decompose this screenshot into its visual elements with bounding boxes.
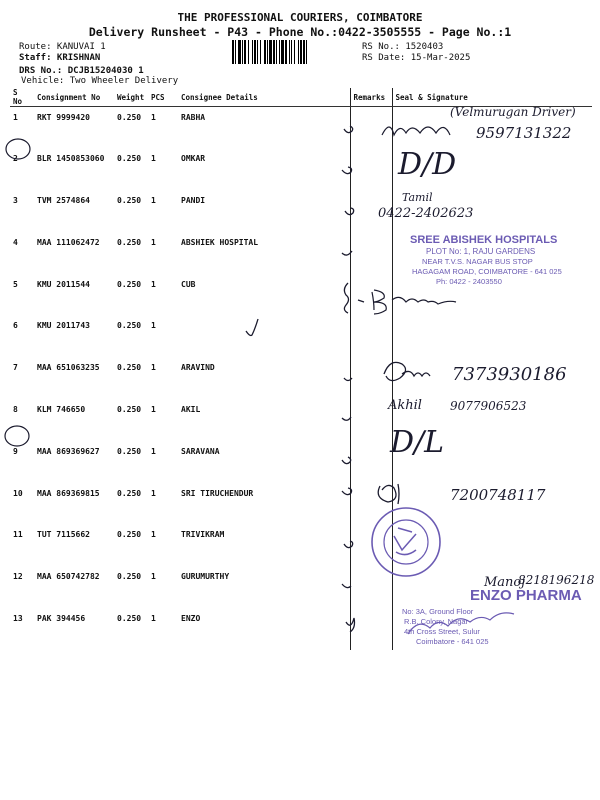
cell-weight: 0.250 xyxy=(117,488,142,498)
cell-remarks xyxy=(350,399,392,441)
cell-remarks xyxy=(350,274,392,316)
cell-consignee: ABSHIEK HOSPITAL xyxy=(181,237,259,247)
table-row xyxy=(10,441,592,483)
cell-weight: 0.250 xyxy=(117,321,142,331)
r3-phone: 0422-2402623 xyxy=(378,206,474,221)
cell-weight: 0.250 xyxy=(117,113,142,122)
cell-signature xyxy=(392,357,592,399)
cell-consignee: OMKAR xyxy=(181,154,206,164)
col-header-remarks: Remarks xyxy=(350,88,392,107)
table-row xyxy=(10,148,592,190)
cell-sno: 5 xyxy=(13,279,18,289)
runsheet-table xyxy=(10,88,592,650)
cell-signature xyxy=(392,107,592,149)
rs-date: RS Date: 15-Mar-2025 xyxy=(362,53,471,63)
cell-sno: 1 xyxy=(13,113,18,122)
cell-sno: 3 xyxy=(13,196,18,206)
cell-sno: 11 xyxy=(13,530,23,540)
col-header-pcs: PCS xyxy=(148,88,178,107)
staff-label: Staff: KRISHNAN xyxy=(19,53,101,63)
cell-remarks xyxy=(350,524,392,566)
cell-sno: 7 xyxy=(13,363,18,373)
col-header-consignee: Consignee Details xyxy=(178,88,350,107)
enzo-stamp-line4: Coimbatore - 641 025 xyxy=(416,637,489,646)
cell-remarks xyxy=(350,107,392,149)
enzo-stamp-line1: No: 3A, Ground Floor xyxy=(402,607,474,616)
table-header-row xyxy=(10,88,592,107)
cell-signature xyxy=(392,190,592,232)
cell-signature xyxy=(392,274,592,316)
cell-pcs: 1 xyxy=(151,363,156,373)
cell-pcs: 1 xyxy=(151,572,156,582)
cell-consignment: MAA 651063235 xyxy=(37,363,100,373)
barcode xyxy=(232,40,354,64)
r8-phone: 9077906523 xyxy=(450,399,527,413)
cell-consignment: PAK 394456 xyxy=(37,614,86,624)
table-row xyxy=(10,483,592,525)
table-row xyxy=(10,608,592,650)
hospital-stamp-line1: PLOT No: 1, RAJU GARDENS xyxy=(426,247,536,256)
cell-pcs: 1 xyxy=(151,614,156,624)
cell-weight: 0.250 xyxy=(117,530,142,540)
r9-dl: D/L xyxy=(390,425,445,460)
table-row xyxy=(10,274,592,316)
cell-consignment: BLR 1450853060 xyxy=(37,154,105,164)
cell-signature xyxy=(392,566,592,608)
cell-consignee: PANDI xyxy=(181,196,206,206)
cell-consignment: KLM 746650 xyxy=(37,405,86,415)
cell-pcs: 1 xyxy=(151,237,156,247)
cell-consignee: GURUMURTHY xyxy=(181,572,230,582)
r12-phone: 8218196218 xyxy=(518,573,595,587)
route-label: Route: KANUVAI 1 xyxy=(19,42,106,52)
cell-weight: 0.250 xyxy=(117,154,142,164)
barcode-bar xyxy=(307,40,310,64)
table-row xyxy=(10,232,592,274)
cell-sno: 8 xyxy=(13,405,18,415)
cell-signature xyxy=(392,441,592,483)
enzo-stamp-line3: 4th Cross Street, Sulur xyxy=(404,627,480,636)
cell-pcs: 1 xyxy=(151,154,156,164)
cell-remarks xyxy=(350,148,392,190)
cell-weight: 0.250 xyxy=(117,614,142,624)
cell-consignee: RABHA xyxy=(181,113,206,122)
cell-weight: 0.250 xyxy=(117,196,142,206)
cell-consignee: TRIVIKRAM xyxy=(181,530,225,540)
drs-label: DRS No.: DCJB15204030 1 xyxy=(19,66,144,76)
cell-remarks xyxy=(350,566,392,608)
col-header-signature: Seal & Signature xyxy=(392,88,592,107)
cell-sno: 12 xyxy=(13,572,23,582)
enzo-stamp-name: ENZO PHARMA xyxy=(470,587,582,604)
cell-pcs: 1 xyxy=(151,446,156,456)
cell-consignment: MAA 869369627 xyxy=(37,446,100,456)
r12-name: Manoj xyxy=(484,575,526,590)
cell-pcs: 1 xyxy=(151,113,156,122)
cell-sno: 2 xyxy=(13,154,18,164)
cell-sno: 13 xyxy=(13,614,23,624)
r7-phone: 7373930186 xyxy=(452,364,567,385)
runsheet-subtitle: Delivery Runsheet - P43 - Phone No.:0422-3505555 - Page No.:1 xyxy=(88,25,512,39)
cell-remarks xyxy=(350,190,392,232)
hospital-stamp-line3: HAGAGAM ROAD, COIMBATORE - 641 025 xyxy=(412,267,562,276)
hospital-stamp-line4: Ph: 0422 - 2403550 xyxy=(436,277,502,286)
enzo-stamp-line2: R.B. Colony, Nagar xyxy=(404,617,469,626)
r3-name: Tamil xyxy=(402,191,433,204)
cell-weight: 0.250 xyxy=(117,237,142,247)
table-row xyxy=(10,399,592,441)
table-row xyxy=(10,315,592,357)
cell-sno: 4 xyxy=(13,237,18,247)
cell-remarks xyxy=(350,315,392,357)
table-row xyxy=(10,190,592,232)
cell-consignee: SRI TIRUCHENDUR xyxy=(181,488,254,498)
table-row xyxy=(10,357,592,399)
cell-remarks xyxy=(350,357,392,399)
hospital-stamp-name: SREE ABISHEK HOSPITALS xyxy=(410,234,558,246)
col-header-consignment: Consignment No xyxy=(34,88,114,107)
cell-weight: 0.250 xyxy=(117,405,142,415)
cell-signature xyxy=(392,232,592,274)
cell-consignment: MAA 650742782 xyxy=(37,572,100,582)
r10-phone: 7200748117 xyxy=(450,486,546,504)
cell-consignment: TUT 7115662 xyxy=(37,530,90,540)
col-header-weight: Weight xyxy=(114,88,148,107)
cell-remarks xyxy=(350,608,392,650)
cell-consignment: KMU 2011544 xyxy=(37,279,90,289)
vehicle-label: Vehicle: Two Wheeler Delivery xyxy=(21,76,179,86)
cell-signature xyxy=(392,608,592,650)
table-row xyxy=(10,524,592,566)
rs-number: RS No.: 1520403 xyxy=(362,42,444,52)
cell-signature xyxy=(392,148,592,190)
cell-consignment: MAA 111062472 xyxy=(37,237,100,247)
cell-consignee: CUB xyxy=(181,279,196,289)
cell-weight: 0.250 xyxy=(117,572,142,582)
cell-signature xyxy=(392,483,592,525)
cell-consignee: ENZO xyxy=(181,614,201,624)
cell-pcs: 1 xyxy=(151,279,156,289)
cell-consignee: ARAVIND xyxy=(181,363,215,373)
cell-consignment: RKT 9999420 xyxy=(37,113,90,122)
cell-weight: 0.250 xyxy=(117,363,142,373)
company-title: THE PROFESSIONAL COURIERS, COIMBATORE xyxy=(177,11,423,24)
cell-signature xyxy=(392,399,592,441)
table-row xyxy=(10,566,592,608)
cell-consignee: AKIL xyxy=(181,405,201,415)
cell-consignment: MAA 869369815 xyxy=(37,488,100,498)
cell-remarks xyxy=(350,232,392,274)
cell-weight: 0.250 xyxy=(117,279,142,289)
cell-consignment: TVM 2574864 xyxy=(37,196,90,206)
cell-sno: 10 xyxy=(13,488,23,498)
cell-pcs: 1 xyxy=(151,488,156,498)
cell-consignment: KMU 2011743 xyxy=(37,321,90,331)
cell-pcs: 1 xyxy=(151,196,156,206)
r2-dl: D/D xyxy=(398,147,457,182)
cell-signature xyxy=(392,315,592,357)
hospital-stamp-line2: NEAR T.V.S. NAGAR BUS STOP xyxy=(422,257,533,266)
col-header-sno: S No xyxy=(10,88,34,107)
table-row xyxy=(10,107,592,149)
r1-phone: 9597131322 xyxy=(476,124,572,142)
r1-note: (Velmurugan Driver) xyxy=(450,105,576,119)
cell-consignee: SARAVANA xyxy=(181,446,220,456)
r8-name: Akhil xyxy=(388,398,422,413)
cell-weight: 0.250 xyxy=(117,446,142,456)
cell-pcs: 1 xyxy=(151,321,156,331)
cell-sno: 9 xyxy=(13,446,18,456)
cell-consignee xyxy=(178,315,350,357)
cell-pcs: 1 xyxy=(151,405,156,415)
cell-pcs: 1 xyxy=(151,530,156,540)
cell-sno: 6 xyxy=(13,321,18,331)
cell-remarks xyxy=(350,441,392,483)
cell-remarks xyxy=(350,483,392,525)
cell-signature xyxy=(392,524,592,566)
